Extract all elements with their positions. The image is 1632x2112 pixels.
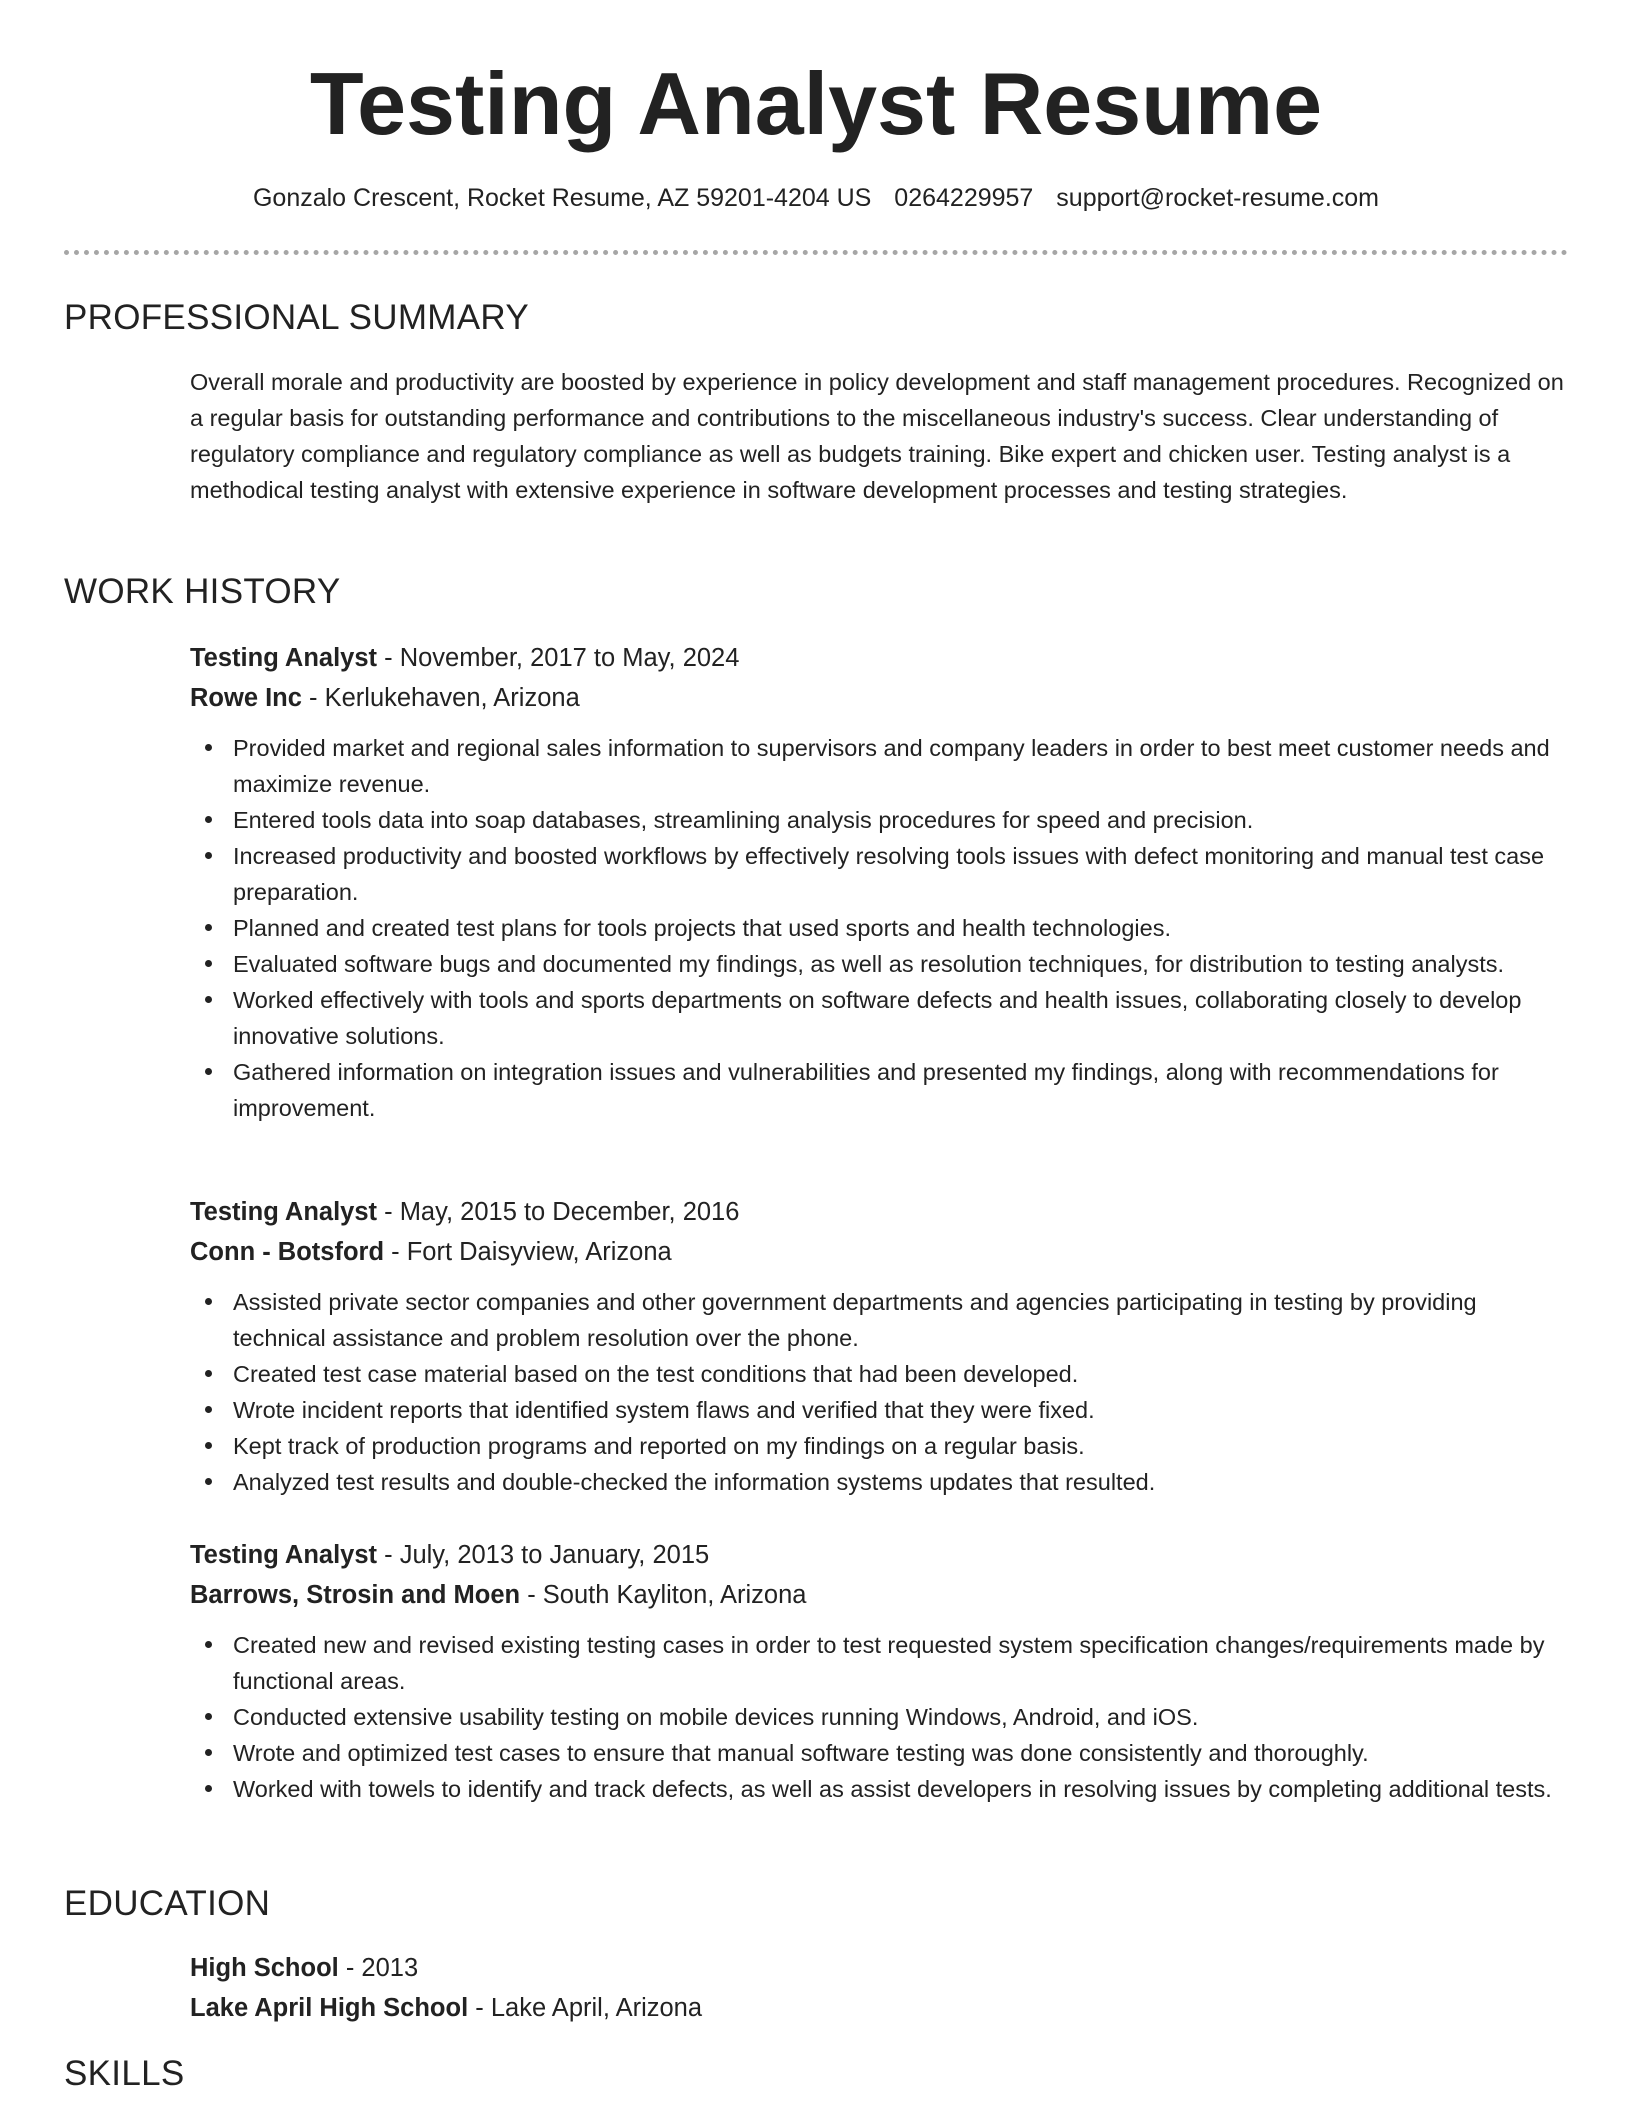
job-company-line: [190, 1575, 1570, 1615]
job-bullet: Kept track of production programs and reported on my findings on a regular basis.: [233, 1428, 1570, 1464]
job-role-line: [190, 1535, 1570, 1575]
job-bullet: Worked effectively with tools and sports departments on software defects and health issues, collaborating closely to develop innovative solutions.: [233, 982, 1570, 1054]
job-bullet: Worked with towels to identify and track defects, as well as assist developers in resolving issues by completing additional tests.: [233, 1771, 1570, 1807]
job-company-line: [190, 1232, 1570, 1272]
contact-email: support@rocket-resume.com: [1056, 184, 1380, 212]
contact-line: [0, 180, 1632, 216]
job-bullet: Analyzed test results and double-checked the information systems updates that resulted.: [233, 1464, 1570, 1500]
resume-title: Testing Analyst Resume: [309, 54, 1323, 153]
job-location: - Fort Daisyview, Arizona: [384, 1238, 672, 1266]
job-entry: [190, 1192, 1570, 1500]
job-bullet: Assisted private sector companies and other government departments and agencies participating in testing by providing technical assistance and problem resolution over the phone.: [233, 1284, 1570, 1356]
education-school: Lake April High School: [190, 1994, 469, 2022]
job-location: - Kerlukehaven, Arizona: [301, 684, 580, 712]
job-bullet: Wrote incident reports that identified system flaws and verified that they were fixed.: [233, 1392, 1570, 1428]
contact-address: Gonzalo Crescent, Rocket Resume, AZ 59201-4204 US: [252, 184, 872, 212]
job-company: Barrows, Strosin and Moen: [190, 1581, 521, 1609]
job-role: Testing Analyst: [190, 1541, 378, 1569]
summary-text: Overall morale and productivity are boosted by experience in policy development and staff management procedures. Recognized on a regular basis for outstanding performance and contributions to the miscellaneous industry's success. Clear understanding of regulatory compliance and regulatory compliance as well as budgets training. Bike expert and chicken user. Testing analyst is a methodical testing analyst with extensive experience in software development processes and testing strategies.: [190, 369, 1564, 503]
job-role-line: [190, 1192, 1570, 1232]
section-title-skills: SKILLS: [64, 2054, 185, 2093]
job-bullet: Created test case material based on the test conditions that had been developed.: [233, 1356, 1570, 1392]
job-bullet: Evaluated software bugs and documented my findings, as well as resolution techniques, for distribution to testing analysts.: [233, 946, 1570, 982]
job-bullet: Increased productivity and boosted workflows by effectively resolving tools issues with defect monitoring and manual test case preparation.: [233, 838, 1570, 910]
job-role: Testing Analyst: [190, 1198, 378, 1226]
summary-section: [190, 364, 1570, 508]
job-bullets: [190, 730, 1570, 1126]
job-bullets: [190, 1284, 1570, 1500]
education-year: - 2013: [338, 1954, 419, 1982]
section-title-summary: PROFESSIONAL SUMMARY: [64, 298, 529, 337]
education-degree-line: [190, 1948, 1570, 1988]
job-bullet: Wrote and optimized test cases to ensure that manual software testing was done consistently and thoroughly.: [233, 1735, 1570, 1771]
job-role: Testing Analyst: [190, 644, 378, 672]
job-entry: [190, 1535, 1570, 1807]
job-location: - South Kayliton, Arizona: [520, 1581, 807, 1609]
header-divider: [64, 250, 1568, 255]
job-entry: [190, 638, 1570, 1126]
education-degree: High School: [190, 1954, 339, 1982]
job-bullet: Provided market and regional sales information to supervisors and company leaders in order to best meet customer needs and maximize revenue.: [233, 730, 1570, 802]
job-company-line: [190, 678, 1570, 718]
education-location: - Lake April, Arizona: [468, 1994, 703, 2022]
section-title-work-history: WORK HISTORY: [64, 572, 341, 611]
job-bullet: Planned and created test plans for tools projects that used sports and health technologies.: [233, 910, 1570, 946]
job-dates: - May, 2015 to December, 2016: [377, 1198, 740, 1226]
job-dates: - November, 2017 to May, 2024: [377, 644, 740, 672]
job-company: Rowe Inc: [190, 684, 302, 712]
job-bullet: Conducted extensive usability testing on mobile devices running Windows, Android, and iOS.: [233, 1699, 1570, 1735]
job-role-line: [190, 638, 1570, 678]
job-bullet: Gathered information on integration issues and vulnerabilities and presented my findings, along with recommendations for improvement.: [233, 1054, 1570, 1126]
education-entry: [190, 1948, 1570, 2028]
section-title-education: EDUCATION: [64, 1884, 271, 1923]
job-dates: - July, 2013 to January, 2015: [377, 1541, 710, 1569]
job-bullet: Entered tools data into soap databases, streamlining analysis procedures for speed and precision.: [233, 802, 1570, 838]
contact-phone: 0264229957: [894, 184, 1034, 212]
job-bullet: Created new and revised existing testing cases in order to test requested system specification changes/requirements made by functional areas.: [233, 1627, 1570, 1699]
education-school-line: [190, 1988, 1570, 2028]
job-bullets: [190, 1627, 1570, 1807]
job-company: Conn - Botsford: [190, 1238, 385, 1266]
